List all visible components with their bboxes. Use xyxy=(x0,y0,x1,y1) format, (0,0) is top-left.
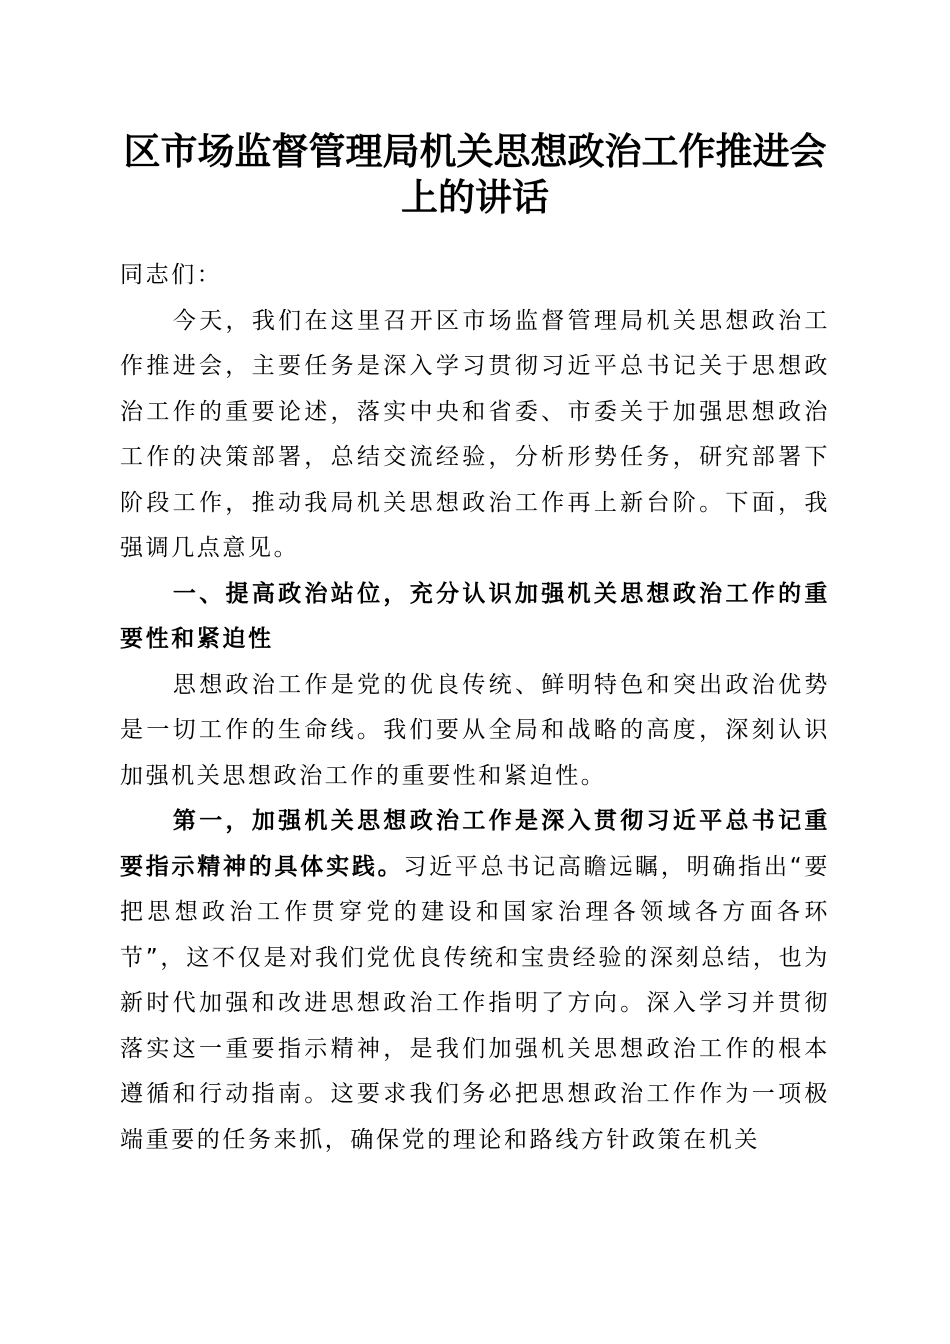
document-body xyxy=(120,253,830,1163)
point-body-text: 习近平总书记高瞻远瞩，明确指出“要把思想政治工作贯穿党的建设和国家治理各领域各方面各环节”，这不仅是对我们党优良传统和宝贵经验的深刻总结，也为新时代加强和改进思想政治工作指明了方向。深入学习并贯彻落实这一重要指示精神，是我们加强机关思想政治工作的根本遵循和行动指南。这要求我们务必把思想政治工作作为一项极端重要的任务来抓，确保党的理论和路线方针政策在机关 xyxy=(120,853,830,1153)
section-paragraph: 思想政治工作是党的优良传统、鲜明特色和突出政治优势是一切工作的生命线。我们要从全局和战略的高度，深刻认识加强机关思想政治工作的重要性和紧迫性。 xyxy=(120,671,830,789)
intro-paragraph: 今天，我们在这里召开区市场监督管理局机关思想政治工作推进会，主要任务是深入学习贯彻习近平总书记关于思想政治工作的重要论述，落实中央和省委、市委关于加强思想政治工作的决策部署，总结交流经验，分析形势任务，研究部署下阶段工作，推动我局机关思想政治工作再上新台阶。下面，我强调几点意见。 xyxy=(120,307,830,561)
document-title: 区市场监督管理局机关思想政治工作推进会上的讲话 xyxy=(123,129,827,219)
section-heading: 一、提高政治站位，充分认识加强机关思想政治工作的重要性和紧迫性 xyxy=(120,580,830,652)
salutation: 同志们： xyxy=(120,262,223,288)
point-lead-sentence: 第一，加强机关思想政治工作是深入贯彻习近平总书记重要指示精神的具体实践。 xyxy=(120,808,830,880)
point-paragraph xyxy=(120,799,830,1163)
